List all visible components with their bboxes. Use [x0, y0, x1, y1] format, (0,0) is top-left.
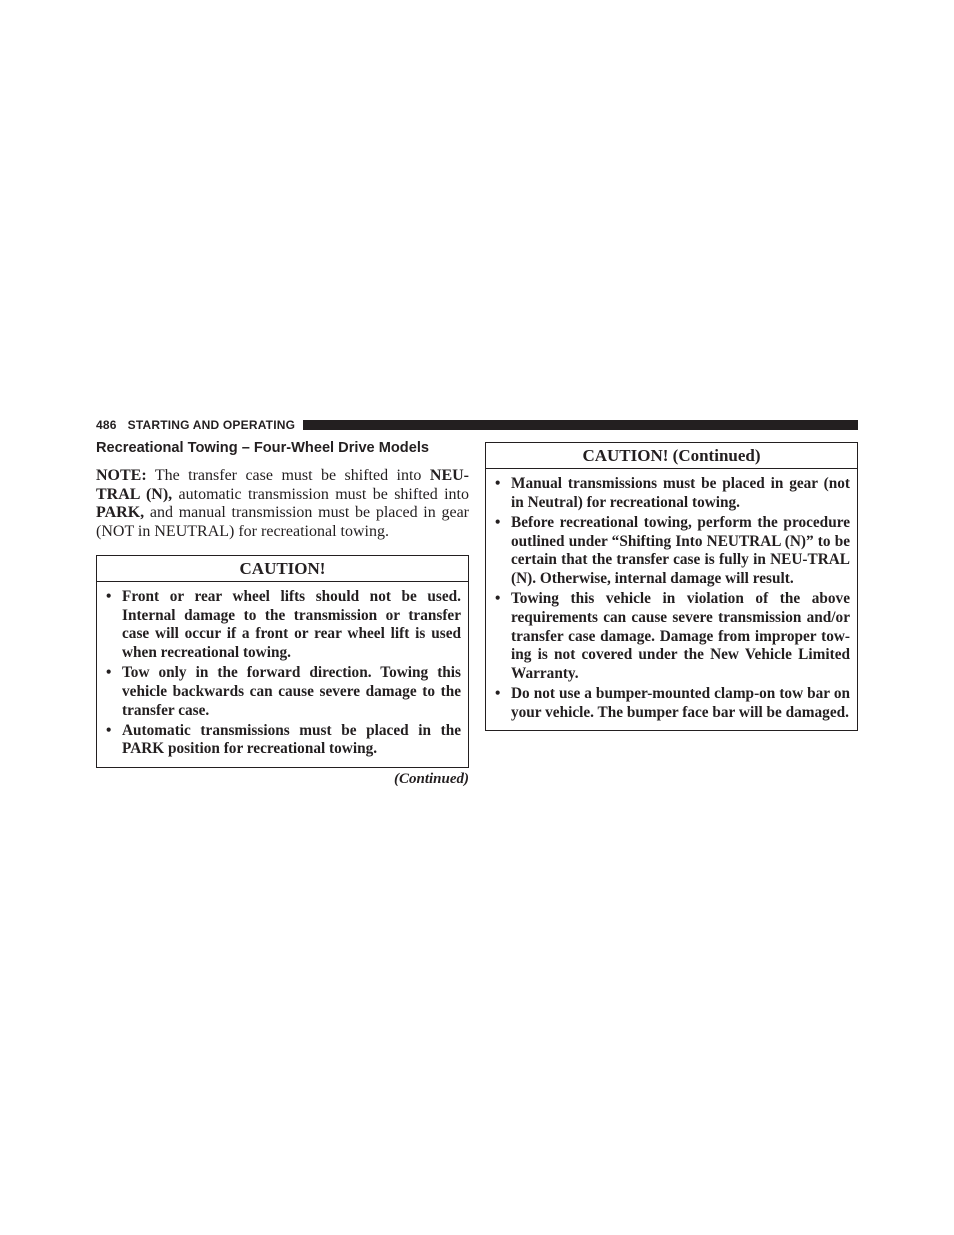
bullet-icon: •: [495, 513, 501, 531]
note-text-1: The transfer case must be shifted into: [146, 467, 430, 484]
section-title: STARTING AND OPERATING: [127, 417, 296, 432]
continued-label: (Continued): [393, 770, 469, 787]
caution-item: [97, 588, 461, 663]
caution-continued-box: [485, 442, 858, 731]
caution-title: CAUTION!: [97, 556, 468, 582]
note-label: NOTE:: [96, 467, 147, 484]
caution-item: [486, 590, 850, 684]
bullet-icon: •: [495, 475, 501, 492]
page-number: 486: [96, 417, 117, 432]
caution-item-text: Front or rear wheel lifts should not be used. Internal damage to the transmission or transfer case will occur if a front or rear wheel lift is used when recreational towing.: [122, 587, 461, 661]
caution-box: [96, 555, 469, 768]
section-heading: Recreational Towing – Four-Wheel Drive Models: [96, 440, 430, 456]
caution-list: [97, 582, 468, 767]
bullet-icon: •: [106, 664, 112, 682]
note-bold-neutral: NEU-TRAL (N),: [96, 467, 469, 503]
caution-continued-list: [486, 469, 857, 730]
bullet-icon: •: [495, 685, 501, 703]
right-column: [485, 442, 858, 731]
bullet-icon: •: [106, 587, 112, 605]
note-bold-park: PARK,: [96, 504, 145, 522]
note-text-3: and manual transmission must be placed in gear (NOT in NEUTRAL) for recreational towing.: [96, 504, 469, 541]
bullet-icon: •: [106, 721, 112, 739]
caution-continued-title: CAUTION! (Continued): [486, 443, 857, 469]
caution-item-text: Tow only in the forward direction. Towing this vehicle backwards can cause severe damage to the transfer case.: [122, 664, 461, 719]
caution-item-text: Before recreational towing, perform the procedure outlined under “Shifting Into NEUTRAL (N)” to be certain that the transfer case is fully in NEU-TRAL (N). Otherwise, internal damage will result.: [511, 513, 850, 588]
page-header: [96, 417, 858, 432]
caution-item: [486, 514, 850, 589]
caution-item: [97, 664, 461, 720]
caution-item: [97, 722, 461, 759]
left-column: [96, 438, 469, 788]
bullet-icon: •: [495, 590, 501, 608]
caution-item: [486, 685, 850, 722]
note-paragraph: [96, 467, 469, 542]
caution-item-text: Do not use a bumper-mounted clamp-on tow bar on your vehicle. The bumper face bar will be damaged.: [511, 685, 850, 721]
caution-item-text: Towing this vehicle in violation of the above requirements can cause severe transmission and/or transfer case damage. Damage from improper tow-ing is not covered under the New Vehicle Limited Warranty.: [511, 590, 850, 683]
caution-item: [486, 475, 850, 512]
caution-item-text: Automatic transmissions must be placed in the PARK position for recreational towing.: [122, 721, 461, 758]
header-rule: [303, 420, 858, 430]
caution-item-text: Manual transmissions must be placed in gear (not in Neutral) for recreational towing.: [511, 475, 850, 511]
note-text-2: automatic transmission must be shifted into: [172, 485, 469, 503]
